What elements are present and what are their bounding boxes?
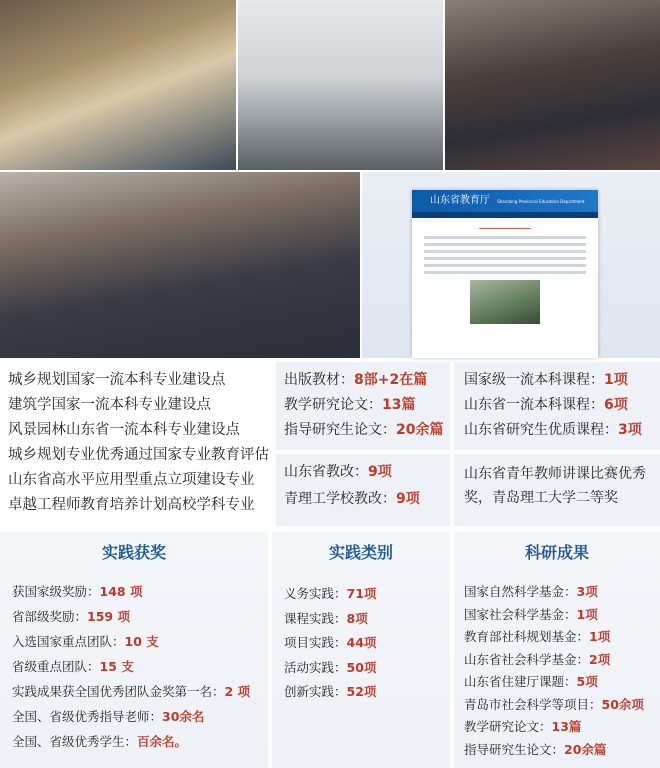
practice-type-row bbox=[284, 633, 376, 653]
teaching-award-text: 山东省青年教师讲课比赛优秀奖，青岛理工大学二等奖 bbox=[464, 466, 646, 506]
course-row-value: 6项 bbox=[604, 397, 628, 413]
reform-row bbox=[284, 462, 392, 482]
article-photo bbox=[470, 280, 540, 324]
photo-visit-corridor bbox=[238, 0, 443, 170]
practice-awards-heading: 实践获奖 bbox=[101, 543, 166, 562]
research-row-label: 山东省住建厅课题： bbox=[464, 674, 577, 689]
practice-award-row-label: 省级重点团队： bbox=[12, 659, 100, 674]
photo-workshop-display bbox=[0, 0, 236, 170]
research-row-label: 国家社会科学基金： bbox=[464, 606, 577, 622]
practice-type-row-value: 50项 bbox=[346, 659, 377, 675]
site-subtitle: Shandong Provincial Education Department bbox=[497, 199, 585, 204]
practice-type-row-value: 8项 bbox=[346, 610, 368, 626]
publication-row bbox=[284, 395, 415, 415]
publication-row bbox=[284, 420, 443, 440]
specialty-item: 山东省高水平应用型重点立项建设专业 bbox=[8, 472, 255, 488]
practice-award-row-value: 10 支 bbox=[124, 634, 159, 649]
specialty-item: 城乡规划国家一流本科专业建设点 bbox=[8, 372, 226, 388]
practice-type-row bbox=[284, 658, 376, 678]
research-row-label: 教学研究论文： bbox=[464, 719, 552, 734]
practice-award-row-value: 15 支 bbox=[99, 659, 134, 674]
article-title-bar: ━━━━━━━━━━━━━━━━━ bbox=[479, 226, 531, 232]
research-row bbox=[464, 717, 581, 737]
reform-row-label: 青理工学校教改： bbox=[284, 491, 396, 507]
practice-award-row-label: 省部级奖励： bbox=[12, 609, 88, 624]
research-heading: 科研成果 bbox=[524, 543, 589, 562]
practice-award-row-label: 全国、省级优秀指导老师： bbox=[12, 709, 163, 724]
research-row bbox=[464, 627, 610, 647]
practice-award-row bbox=[12, 632, 159, 652]
practice-award-row-label: 实践成果获全国优秀团队金奖第一名： bbox=[12, 684, 225, 699]
practice-type-row bbox=[284, 584, 376, 604]
publication-row-label: 教学研究论文： bbox=[284, 397, 382, 413]
practice-award-row bbox=[12, 682, 250, 702]
photo-crowd-exhibition bbox=[445, 0, 660, 170]
practice-types-heading: 实践类别 bbox=[328, 543, 393, 562]
practice-type-row-value: 52项 bbox=[346, 684, 377, 699]
research-row-label: 青岛市社会科学等项目： bbox=[464, 696, 602, 712]
research-row-value: 20余篇 bbox=[564, 741, 607, 757]
publication-row bbox=[284, 370, 427, 390]
specialty-item: 风景园林山东省一流本科专业建设点 bbox=[8, 422, 240, 438]
practice-award-row bbox=[12, 732, 187, 752]
practice-award-row-label: 全国、省级优秀学生： bbox=[12, 734, 138, 749]
practice-type-row-label: 活动实践： bbox=[284, 659, 347, 675]
practice-award-row-label: 获国家级奖励： bbox=[12, 584, 100, 599]
research-row-value: 2项 bbox=[589, 651, 611, 667]
practice-award-row-value: 2 项 bbox=[224, 684, 251, 699]
practice-type-row bbox=[284, 609, 368, 629]
site-name: 山东省教育厅 bbox=[430, 195, 490, 206]
research-row-label: 国家自然科学基金： bbox=[464, 584, 577, 599]
research-row-label: 山东省社会科学基金： bbox=[464, 651, 590, 667]
reform-row-value: 9项 bbox=[396, 491, 420, 507]
course-row bbox=[464, 370, 628, 390]
practice-award-row bbox=[12, 582, 142, 602]
practice-type-row-label: 义务实践： bbox=[284, 586, 347, 601]
specialty-item: 卓越工程师教育培养计划高校学科专业 bbox=[8, 497, 255, 513]
practice-type-row-value: 44项 bbox=[346, 635, 377, 650]
specialty-item: 城乡规划专业优秀通过国家专业教育评估 bbox=[8, 447, 269, 463]
research-row bbox=[464, 672, 598, 692]
course-row bbox=[464, 395, 628, 415]
research-row-label: 教育部社科规划基金： bbox=[464, 629, 590, 644]
research-row-value: 1项 bbox=[576, 606, 598, 622]
course-row-label: 国家级一流本科课程： bbox=[464, 372, 604, 388]
practice-type-row bbox=[284, 682, 376, 702]
research-row bbox=[464, 740, 606, 760]
practice-award-row bbox=[12, 607, 130, 627]
practice-award-row bbox=[12, 707, 204, 727]
practice-award-row-value: 30余名 bbox=[162, 709, 205, 724]
publication-row-label: 出版教材： bbox=[284, 372, 354, 388]
reform-row-label: 山东省教改： bbox=[284, 464, 368, 480]
practice-award-row-value: 百余名。 bbox=[137, 734, 188, 749]
practice-award-row bbox=[12, 657, 134, 677]
reform-row-value: 9项 bbox=[368, 464, 392, 480]
photo-classroom-lecture bbox=[0, 172, 360, 358]
research-row-value: 1项 bbox=[589, 629, 611, 644]
course-row bbox=[464, 420, 642, 440]
research-row bbox=[464, 605, 598, 625]
practice-type-row-label: 创新实践： bbox=[284, 684, 347, 699]
course-row-label: 山东省一流本科课程： bbox=[464, 397, 604, 413]
news-webpage-screenshot bbox=[412, 190, 598, 358]
practice-type-row-value: 71项 bbox=[346, 586, 377, 601]
research-row-label: 指导研究生论文： bbox=[464, 741, 565, 757]
research-row bbox=[464, 695, 644, 715]
course-row-value: 3项 bbox=[618, 422, 642, 438]
research-row-value: 5项 bbox=[576, 674, 598, 689]
research-row-value: 50余项 bbox=[601, 696, 644, 712]
publication-row-value: 20余篇 bbox=[396, 422, 444, 438]
practice-award-row-value: 148 项 bbox=[99, 584, 143, 599]
publication-row-value: 8部+2在篇 bbox=[354, 372, 428, 388]
research-row-value: 3项 bbox=[576, 584, 598, 599]
research-row bbox=[464, 650, 610, 670]
reform-row bbox=[284, 489, 420, 509]
specialty-item: 建筑学国家一流本科专业建设点 bbox=[8, 397, 211, 413]
research-row bbox=[464, 582, 598, 602]
practice-award-row-value: 159 项 bbox=[87, 609, 130, 624]
publication-row-value: 13篇 bbox=[382, 397, 416, 413]
research-row-value: 13篇 bbox=[551, 719, 582, 734]
course-row-value: 1项 bbox=[604, 372, 628, 388]
practice-award-row-label: 入选国家重点团队： bbox=[12, 634, 125, 649]
practice-type-row-label: 项目实践： bbox=[284, 635, 347, 650]
practice-type-row-label: 课程实践： bbox=[284, 610, 347, 626]
publication-row-label: 指导研究生论文： bbox=[284, 422, 396, 438]
course-row-label: 山东省研究生优质课程： bbox=[464, 422, 618, 438]
site-nav bbox=[412, 212, 598, 218]
site-header bbox=[412, 190, 598, 212]
